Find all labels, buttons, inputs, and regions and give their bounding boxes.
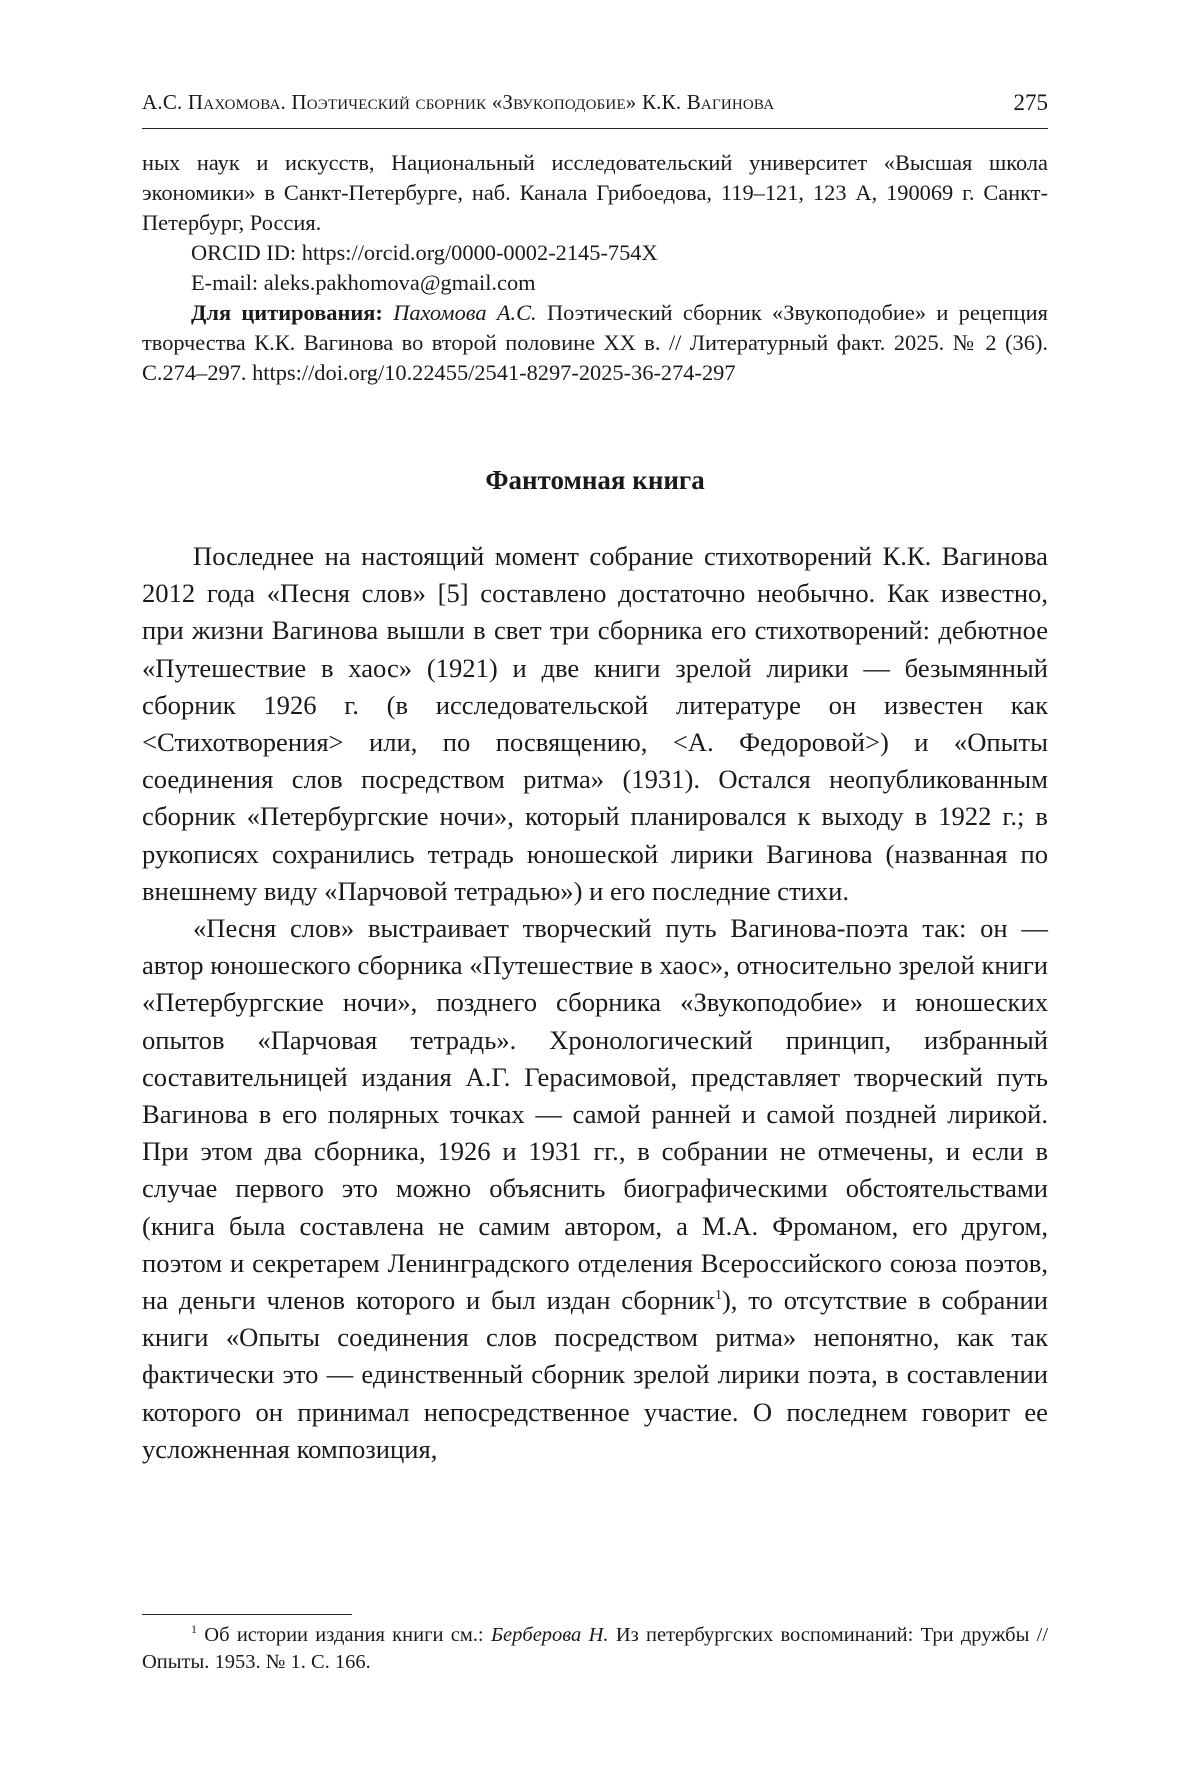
- footnote: [142, 1622, 1048, 1676]
- section-title: Фантомная книга: [485, 465, 705, 495]
- footnote-reference[interactable]: 1: [714, 1288, 722, 1304]
- citation-label: Для цитирования:: [191, 300, 383, 325]
- citation: [142, 298, 1048, 388]
- footnote-author: Берберова Н.: [490, 1624, 609, 1646]
- affiliation-text: ных наук и искусств, Национальный исследовательский университет «Высшая школа экономики» в Санкт-Петербурге, наб. Канала Грибоедова, 119–121, 123 А, 190069 г. Санкт-Петербург, Россия.: [142, 150, 1048, 235]
- footnote-divider: [142, 1614, 352, 1615]
- body-text: [142, 538, 1048, 1468]
- footnote-number: 1: [191, 1622, 197, 1637]
- citation-text: Поэтический сборник «Звукоподобие» и рецепция творчества К.К. Вагинова во второй половине XX в. // Литературный факт. 2025. № 2 (36). С.274–297. https://doi.org/10.22455/2541-8297-2025-36-274-297: [142, 300, 1048, 385]
- citation-author: Пахомова А.С.: [393, 300, 537, 325]
- paragraph-2: [142, 910, 1048, 1468]
- author-metadata: [142, 148, 1048, 388]
- email-link[interactable]: E-mail: aleks.pakhomova@gmail.com: [191, 270, 536, 295]
- paragraph-1: Последнее на настоящий момент собрание стихотворений К.К. Вагинова 2012 года «Песня слов» [5] составлено достаточно необычно. Как известно, при жизни Вагинова вышли в свет три сборника его стихотворений: дебютное «Путешествие в хаос» (1921) и две книги зрелой лирики — безымянный сборник 1926 г. (в исследовательской литературе он известен как <Стихотворения> или, по посвящению, <А. Федоровой>) и «Опыты соединения слов посредством ритма» (1931). Остался неопубликованным сборник «Петербургские ночи», который планировался к выходу в 1922 г.; в рукописях сохранились тетрадь юношеской лирики Вагинова (названная по внешнему виду «Парчовой тетрадью») и его последние стихи.: [142, 541, 1048, 906]
- paragraph-2-part-2: ), то отсутствие в собрании книги «Опыты соединения слов посредством ритма» непонятно, как так фактически это — единственный сборник зрелой лирики поэта, в составлении которого он принимал непосредственное участие. О последнем говорит ее усложненная композиция,: [142, 1285, 1048, 1464]
- footnote-text: Из петербургских воспоминаний: Три дружбы // Опыты. 1953. № 1. С. 166.: [142, 1624, 1049, 1673]
- running-header: [142, 88, 1048, 129]
- footnote-1: [142, 1622, 1048, 1676]
- running-title: А.С. Пахомова. Поэтический сборник «Звукоподобие» К.К. Вагинова: [142, 90, 775, 114]
- paragraph-2-part-1: «Песня слов» выстраивает творческий путь Вагинова-поэта так: он — автор юношеского сборника «Путешествие в хаос», относительно зрелой книги «Петербургские ночи», позднего сборника «Звукоподобие» и юношеских опытов «Парчовая тетрадь». Хронологический принцип, избранный составительницей издания А.Г. Герасимовой, представляет творческий путь Вагинова в его полярных точках — самой ранней и самой поздней лирикой. При этом два сборника, 1926 и 1931 гг., в собрании не отмечены, и если в случае первого это можно объяснить биографическими обстоятельствами (книга была составлена не самим автором, а М.А. Фроманом, его другом, поэтом и секретарем Ленинградского отделения Всероссийского союза поэтов, на деньги членов которого и был издан сборник: [142, 913, 1048, 1316]
- orcid-link[interactable]: ORCID ID: https://orcid.org/0000-0002-2145-754X: [191, 240, 658, 265]
- page-number: 275: [1013, 90, 1048, 115]
- footnote-prefix: Об истории издания книги см.:: [204, 1624, 484, 1646]
